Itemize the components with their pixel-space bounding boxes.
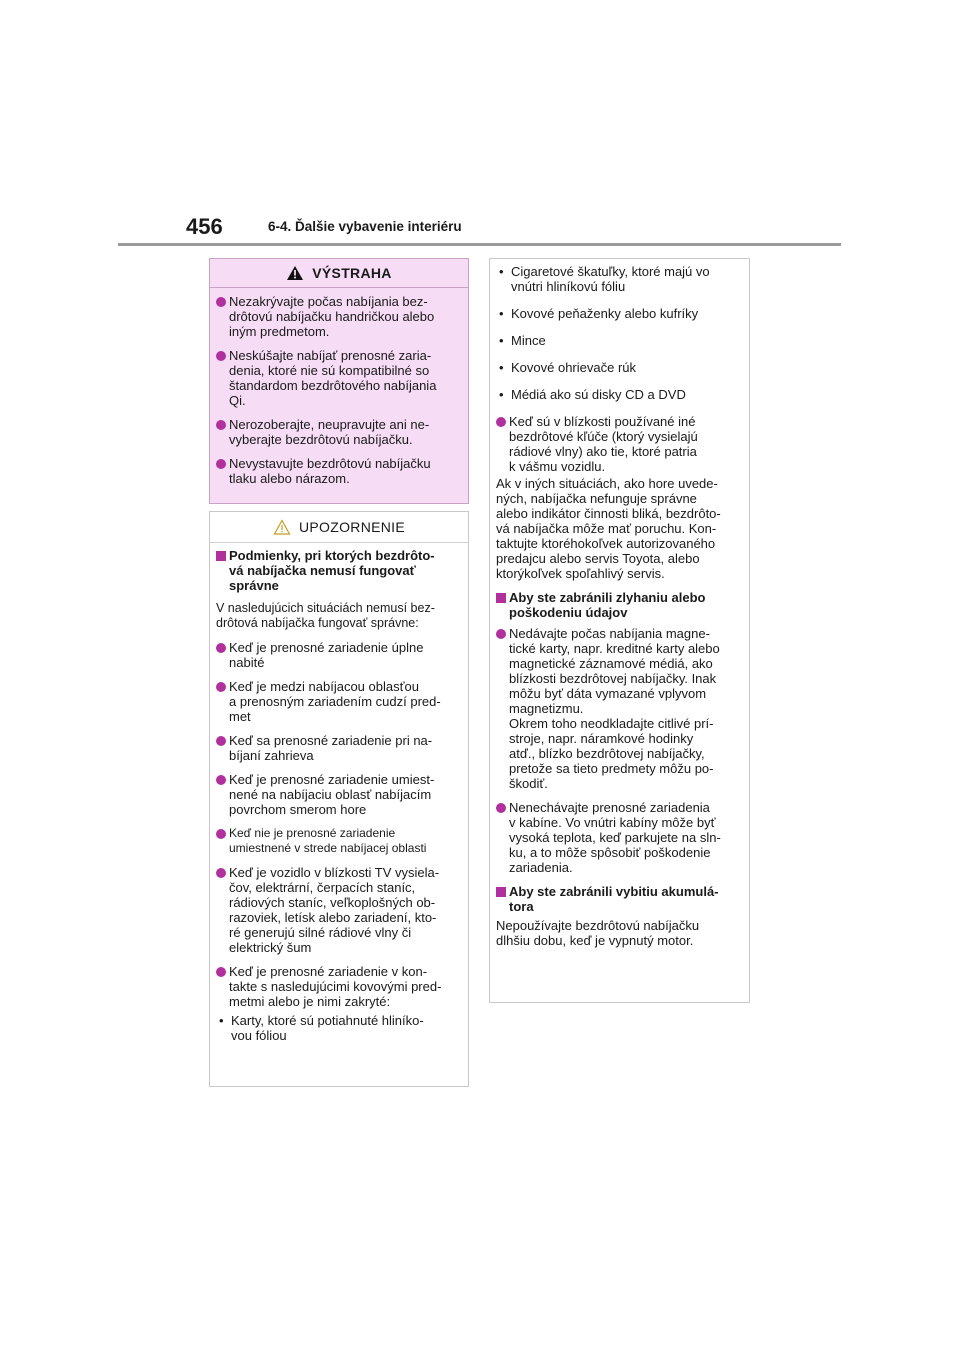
bullet-dot-icon: [216, 829, 226, 839]
page-number: 456: [186, 214, 223, 239]
heading-square-icon: [216, 551, 226, 561]
right-bullet: [496, 306, 743, 321]
right-bullet: [496, 360, 743, 375]
heading-square-icon: [496, 593, 506, 603]
caution-item-text: Keď je medzi nabíjacou oblasťou a prenosným zariadením cudzí pred- met: [229, 679, 441, 724]
warning-item-text: Nevystavujte bezdrôtovú nabíjačku tlaku alebo nárazom.: [229, 456, 431, 486]
bullet-dot-icon: [216, 351, 226, 361]
bullet-dot-icon: [496, 803, 506, 813]
right-bullet: [496, 264, 743, 294]
caution-box: [209, 511, 469, 1087]
right-item-text: Keď sú v blízkosti používané iné bezdrôtové kľúče (ktorý vysielajú rádiové vlny) ako tie, ktoré patria k vášmu vozidlu.: [509, 414, 698, 474]
right-bullet-text: Médiá ako sú disky CD a DVD: [511, 387, 686, 402]
right-item-text: Nedávajte počas nabíjania magne- tické karty, napr. kreditné karty alebo magnetické záznamové médiá, ako blízkosti bezdrôtovej nabíjačky. Inak môžu byť dáta vymazané vplyvom magnetizmu. Okrem toho neodkladajte citlivé prí- stroje, napr. náramkové hodinky atď., blízko bezdrôtovej nabíjačky, pretože sa tieto predmety môžu po- škodiť.: [509, 626, 720, 791]
right-paragraph: Ak v iných situáciách, ako hore uvede- ných, nabíjačka nefunguje správne alebo indikátor činnosti bliká, bezdrôto- vá nabíjačka môže mať poruchu. Kon- taktujte ktoréhokoľvek autorizovaného predajcu alebo servis Toyota, alebo ktorýkoľvek spoľahlivý servis.: [496, 476, 721, 581]
caution-item: [216, 964, 462, 1009]
right-item-keys: [496, 414, 743, 474]
caution-item-text: Keď nie je prenosné zariadenie umiestnené v strede nabíjacej oblasti: [229, 826, 427, 855]
header-rule: [118, 243, 841, 246]
bullet-dot-icon: [216, 868, 226, 878]
right-caution-box: [489, 258, 750, 1003]
warning-item-text: Nezakrývajte počas nabíjania bez- drôtovú nabíjačku handričkou alebo iným predmetom.: [229, 294, 435, 339]
bullet-dot-icon: [216, 643, 226, 653]
caution-item: [216, 640, 462, 670]
right-heading-text: Aby ste zabránili vybitiu akumulá- tora: [509, 884, 719, 914]
right-paragraph: Nepoužívajte bezdrôtovú nabíjačku dlhšiu dobu, keď je vypnutý motor.: [496, 918, 700, 948]
caution-item-text: Keď je prenosné zariadenie úplne nabité: [229, 640, 424, 670]
bullet-dot-icon: [216, 297, 226, 307]
right-bullet-text: Mince: [511, 333, 546, 348]
warning-item: [216, 417, 462, 447]
right-item-text: Nenechávajte prenosné zariadenia v kabíne. Vo vnútri kabíny môže byť vysoká teplota, keď parkujete na sln- ku, a to môže spôsobiť poškodenie zariadenia.: [509, 800, 721, 875]
caution-item-text: Keď sa prenosné zariadenie pri na- bíjaní zahrieva: [229, 733, 433, 763]
caution-title: UPOZORNENIE: [299, 519, 405, 535]
warning-item: [216, 294, 462, 339]
warning-triangle-icon: [286, 265, 304, 281]
right-bullet: [496, 333, 743, 348]
warning-title: VÝSTRAHA: [312, 265, 392, 281]
caution-item: [216, 772, 462, 817]
warning-item-text: Neskúšajte nabíjať prenosné zaria- denia, ktoré nie sú kompatibilné so štandardom bezdrôtového nabíjania Qi.: [229, 348, 437, 408]
caution-item-text: Keď je prenosné zariadenie v kon- takte s nasledujúcimi kovovými pred- metmi alebo je nimi zakryté:: [229, 964, 442, 1009]
caution-intro: V nasledujúcich situáciách nemusí bez- drôtová nabíjačka fungovať správne:: [216, 601, 435, 630]
bullet-mark: •: [499, 387, 504, 402]
bullet-dot-icon: [216, 420, 226, 430]
caution-header: [210, 512, 468, 543]
caution-heading: [216, 548, 462, 593]
caution-bullet: [216, 1013, 462, 1043]
warning-item: [216, 348, 462, 408]
heading-square-icon: [496, 887, 506, 897]
bullet-dot-icon: [216, 967, 226, 977]
bullet-mark: •: [499, 264, 504, 279]
warning-item: [216, 456, 462, 486]
caution-triangle-icon: [273, 519, 291, 535]
bullet-dot-icon: [496, 417, 506, 427]
right-heading: [496, 884, 743, 914]
right-bullet-text: Cigaretové škatuľky, ktoré majú vo vnútri hliníkovú fóliu: [511, 264, 710, 294]
right-bullet-text: Kovové peňaženky alebo kufríky: [511, 306, 699, 321]
bullet-dot-icon: [216, 736, 226, 746]
bullet-dot-icon: [216, 459, 226, 469]
caution-item: [216, 865, 462, 955]
bullet-dot-icon: [496, 629, 506, 639]
warning-box: [209, 258, 469, 504]
right-heading-text: Aby ste zabránili zlyhaniu alebo poškodeniu údajov: [509, 590, 706, 620]
bullet-mark: •: [499, 306, 504, 321]
caution-item: [216, 826, 462, 856]
warning-header: [210, 259, 468, 288]
bullet-mark: •: [499, 360, 504, 375]
bullet-dot-icon: [216, 775, 226, 785]
bullet-dot-icon: [216, 682, 226, 692]
section-title: 6-4. Ďalšie vybavenie interiéru: [268, 219, 462, 234]
right-bullet-text: Kovové ohrievače rúk: [511, 360, 637, 375]
right-item-heat: [496, 800, 743, 875]
caution-item: [216, 679, 462, 724]
right-heading: [496, 590, 743, 620]
caution-item-text: Keď je vozidlo v blízkosti TV vysiela- čov, elektrární, čerpacích staníc, rádiových staníc, veľkoplošných ob- razoviek, letísk alebo zariadení, kto- ré generujú silné rádiové vlny či elektrický šum: [229, 865, 440, 955]
caution-item: [216, 733, 462, 763]
right-item-cards: [496, 626, 743, 791]
caution-heading-text: Podmienky, pri ktorých bezdrôto- vá nabíjačka nemusí fungovať správne: [229, 548, 435, 593]
bullet-mark: •: [219, 1013, 224, 1028]
caution-item-text: Keď je prenosné zariadenie umiest- nené na nabíjaciu oblasť nabíjacím povrchom smerom hore: [229, 772, 435, 817]
right-bullet: [496, 387, 743, 402]
warning-item-text: Nerozoberajte, neupravujte ani ne- vyberajte bezdrôtovú nabíjačku.: [229, 417, 430, 447]
bullet-mark: •: [499, 333, 504, 348]
caution-bullet-text: Karty, ktoré sú potiahnuté hliníko- vou fóliou: [231, 1013, 424, 1043]
